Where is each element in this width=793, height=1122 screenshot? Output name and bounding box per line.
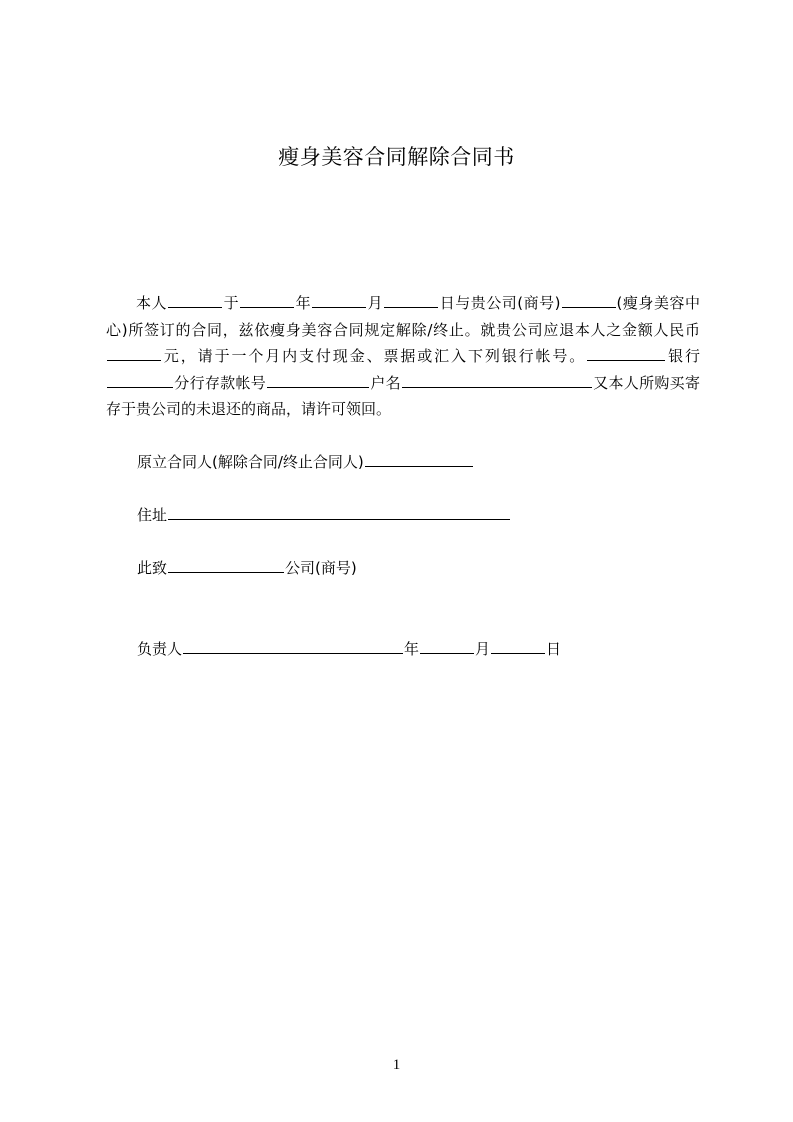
responsible-month: 月 (475, 640, 491, 658)
original-party-blank (365, 452, 473, 467)
contract-termination-statement (106, 290, 700, 423)
text-month: 月 (367, 294, 384, 312)
original-party-line (137, 452, 474, 472)
account-number-blank (267, 373, 369, 388)
text-on: 于 (223, 294, 240, 312)
responsible-day-blank (491, 639, 545, 654)
address-blank (168, 505, 510, 520)
responsible-label: 负责人 (137, 640, 183, 658)
text-center-terms: (瘦身美容中心)所签订的合同，兹依瘦身美容合同规定解除/终止。就贵公司应退本人之金额人民币 (106, 294, 700, 339)
responsible-year: 年 (404, 640, 420, 658)
addressee-suffix: 公司(商号) (285, 559, 357, 577)
amount-blank (107, 346, 161, 361)
branch-blank (107, 373, 173, 388)
account-name-blank (402, 373, 592, 388)
addressee-company-blank (168, 558, 284, 573)
body-paragraph (106, 290, 700, 423)
page-number: 1 (392, 1057, 401, 1073)
responsible-month-blank (420, 639, 474, 654)
name-blank (168, 293, 222, 308)
text-payment-terms: 元，请于一个月内支付现金、票据或汇入下列银行帐号。 (162, 347, 587, 365)
text-goods-return: 又本人所购买寄存于贵公司的未退还的商品，请许可领回。 (106, 373, 700, 418)
addressee-label: 此致 (137, 559, 168, 577)
text-day-company: 日与贵公司(商号) (439, 294, 561, 312)
responsible-day: 日 (546, 640, 562, 658)
addressee-line (137, 558, 357, 578)
text-year: 年 (295, 294, 312, 312)
text-self: 本人 (136, 294, 168, 312)
responsible-line (137, 639, 561, 659)
month-blank (312, 293, 366, 308)
text-branch-account: 分行存款帐号 (174, 373, 267, 392)
day-blank (384, 293, 438, 308)
responsible-blank (183, 639, 403, 654)
original-party-label: 原立合同人(解除合同/终止合同人) (137, 453, 364, 471)
document-title: 瘦身美容合同解除合同书 (278, 145, 515, 169)
address-line (137, 505, 511, 525)
company-blank (562, 293, 616, 308)
bank-blank (587, 346, 665, 361)
year-blank (240, 293, 294, 308)
text-account-name: 户名 (370, 373, 401, 392)
text-bank: 银行 (666, 347, 700, 365)
address-label: 住址 (137, 506, 168, 524)
